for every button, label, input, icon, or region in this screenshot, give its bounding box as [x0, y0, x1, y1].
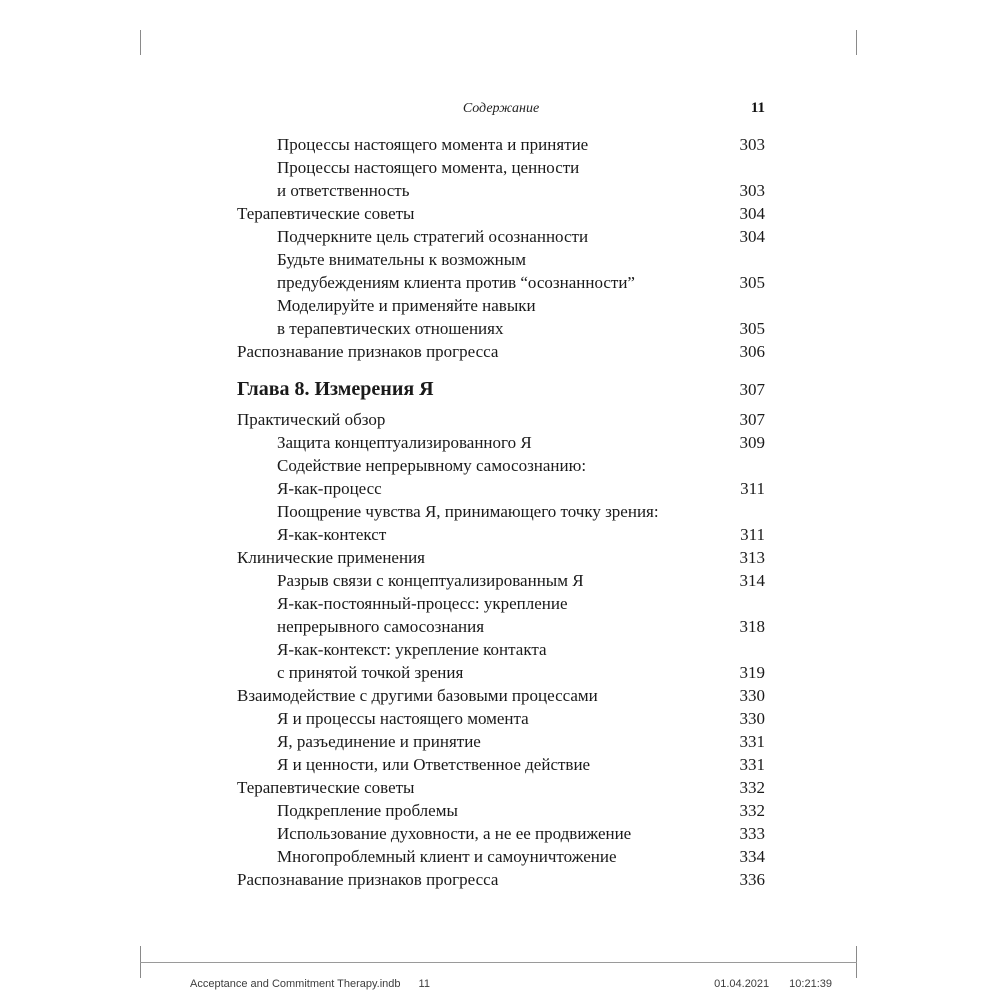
toc-line: [237, 684, 765, 707]
toc-entry-title: Я-как-процесс: [277, 479, 382, 498]
table-of-contents: [237, 133, 765, 891]
toc-entry-page: 318: [739, 617, 765, 636]
toc-line: [277, 592, 765, 615]
toc-entry: [237, 707, 765, 730]
toc-line: [277, 730, 765, 753]
slug-filename: Acceptance and Commitment Therapy.indb: [190, 978, 401, 990]
toc-entry-page: 332: [739, 801, 765, 820]
toc-line: [277, 317, 765, 340]
toc-line: [277, 454, 765, 477]
toc-line: [277, 753, 765, 776]
toc-entry-title: Содействие непрерывному самосознанию:: [277, 456, 587, 475]
toc-chapter-heading: [237, 376, 765, 403]
toc-line: [277, 431, 765, 454]
toc-entry-title: Распознавание признаков прогресса: [237, 342, 499, 361]
toc-entry: [237, 845, 765, 868]
slug-datetime: [714, 978, 832, 990]
toc-entry-title: Процессы настоящего момента, ценности: [277, 158, 580, 177]
toc-line: [237, 868, 765, 891]
toc-entry-page: 330: [739, 709, 765, 728]
toc-line: [237, 376, 765, 403]
toc-entry-title: Я-как-контекст: укрепление контакта: [277, 640, 547, 659]
toc-entry: [237, 799, 765, 822]
toc-entry-title: Распознавание признаков прогресса: [237, 870, 499, 889]
toc-entry: [237, 133, 765, 156]
toc-entry: [237, 569, 765, 592]
toc-entry-page: 334: [739, 847, 765, 866]
toc-entry: [237, 202, 765, 225]
toc-entry-page: 311: [740, 479, 765, 498]
toc-line: [277, 638, 765, 661]
toc-entry-page: 304: [739, 204, 765, 223]
toc-entry-page: 331: [739, 732, 765, 751]
toc-entry-title: с принятой точкой зрения: [277, 663, 464, 682]
toc-line: [277, 500, 765, 523]
toc-entry-title: Моделируйте и применяйте навыки: [277, 296, 536, 315]
toc-entry: [237, 294, 765, 340]
toc-entry-title: Глава 8. Измерения Я: [237, 378, 434, 400]
toc-entry-page: 305: [739, 273, 765, 292]
toc-entry: [237, 431, 765, 454]
toc-line: [277, 523, 765, 546]
toc-line: [237, 202, 765, 225]
slug-date: 01.04.2021: [714, 978, 770, 990]
slug-file-info: [190, 978, 430, 990]
toc-entry: [237, 408, 765, 431]
toc-entry: [237, 500, 765, 546]
toc-line: [277, 133, 765, 156]
toc-entry-page: 333: [739, 824, 765, 843]
toc-line: [237, 408, 765, 431]
toc-entry-page: 303: [739, 135, 765, 154]
toc-entry-title: Я-как-контекст: [277, 525, 387, 544]
toc-entry-title: Будьте внимательны к возможным: [277, 250, 526, 269]
toc-line: [277, 845, 765, 868]
toc-entry: [237, 868, 765, 891]
toc-entry: [237, 454, 765, 500]
slug-divider-rule: [140, 962, 857, 963]
toc-entry: [237, 592, 765, 638]
toc-entry: [237, 248, 765, 294]
toc-line: [277, 248, 765, 271]
toc-entry-title: Многопроблемный клиент и самоуничтожение: [277, 847, 617, 866]
toc-entry-title: Терапевтические советы: [237, 204, 415, 223]
toc-entry-page: 336: [739, 870, 765, 889]
toc-entry-title: в терапевтических отношениях: [277, 319, 504, 338]
toc-line: [277, 294, 765, 317]
toc-entry-page: 332: [739, 778, 765, 797]
toc-entry-title: Я и ценности, или Ответственное действие: [277, 755, 591, 774]
toc-entry-page: 309: [739, 433, 765, 452]
toc-entry: [237, 340, 765, 363]
toc-entry-title: предубеждениям клиента против “осознанности”: [277, 273, 635, 292]
slug-page-number: 11: [418, 978, 430, 990]
toc-line: [277, 225, 765, 248]
toc-entry: [237, 822, 765, 845]
toc-entry-page: 307: [739, 380, 765, 399]
slug-time: 10:21:39: [789, 978, 832, 990]
toc-entry-page: 319: [739, 663, 765, 682]
toc-entry: [237, 730, 765, 753]
toc-entry-title: Я-как-постоянный-процесс: укрепление: [277, 594, 568, 613]
toc-entry: [237, 684, 765, 707]
running-title: Содержание: [462, 101, 540, 116]
toc-entry-title: Я, разъединение и принятие: [277, 732, 481, 751]
toc-entry-page: 303: [739, 181, 765, 200]
toc-line: [277, 569, 765, 592]
toc-entry-title: и ответственность: [277, 181, 410, 200]
toc-entry-page: 311: [740, 525, 765, 544]
toc-line: [277, 799, 765, 822]
toc-entry-page: 306: [739, 342, 765, 361]
toc-line: [237, 546, 765, 569]
toc-line: [277, 822, 765, 845]
toc-entry-page: 314: [739, 571, 765, 590]
page-header: [237, 101, 765, 121]
toc-line: [277, 615, 765, 638]
toc-entry-title: Взаимодействие с другими базовыми процессами: [237, 686, 598, 705]
toc-entry-title: Процессы настоящего момента и принятие: [277, 135, 589, 154]
toc-entry-title: Подчеркните цель стратегий осознанности: [277, 227, 589, 246]
toc-entry-title: Клинические применения: [237, 548, 425, 567]
toc-entry-title: Разрыв связи с концептуализированным Я: [277, 571, 584, 590]
toc-line: [237, 776, 765, 799]
toc-entry: [237, 156, 765, 202]
crop-mark-top-left: [140, 30, 141, 55]
toc-entry-title: Я и процессы настоящего момента: [277, 709, 529, 728]
print-slug: [190, 978, 832, 990]
toc-entry-page: 307: [739, 410, 765, 429]
crop-mark-top-right: [856, 30, 857, 55]
toc-entry-title: Поощрение чувства Я, принимающего точку зрения:: [277, 502, 659, 521]
toc-entry-page: 330: [739, 686, 765, 705]
toc-entry-title: Терапевтические советы: [237, 778, 415, 797]
toc-line: [277, 179, 765, 202]
toc-entry-title: Практический обзор: [237, 410, 386, 429]
toc-entry-title: Подкрепление проблемы: [277, 801, 458, 820]
toc-line: [237, 340, 765, 363]
toc-entry-page: 331: [739, 755, 765, 774]
toc-entry: [237, 546, 765, 569]
toc-line: [277, 156, 765, 179]
toc-entry: [237, 638, 765, 684]
toc-entry: [237, 776, 765, 799]
toc-entry-title: Использование духовности, а не ее продвижение: [277, 824, 632, 843]
toc-line: [277, 477, 765, 500]
toc-entry-page: 304: [739, 227, 765, 246]
toc-line: [277, 271, 765, 294]
toc-entry-title: Защита концептуализированного Я: [277, 433, 532, 452]
toc-entry-page: 305: [739, 319, 765, 338]
toc-entry: [237, 225, 765, 248]
toc-line: [277, 661, 765, 684]
page-number: 11: [750, 100, 765, 116]
toc-entry: [237, 753, 765, 776]
toc-entry-title: непрерывного самосознания: [277, 617, 485, 636]
toc-line: [277, 707, 765, 730]
toc-entry-page: 313: [739, 548, 765, 567]
